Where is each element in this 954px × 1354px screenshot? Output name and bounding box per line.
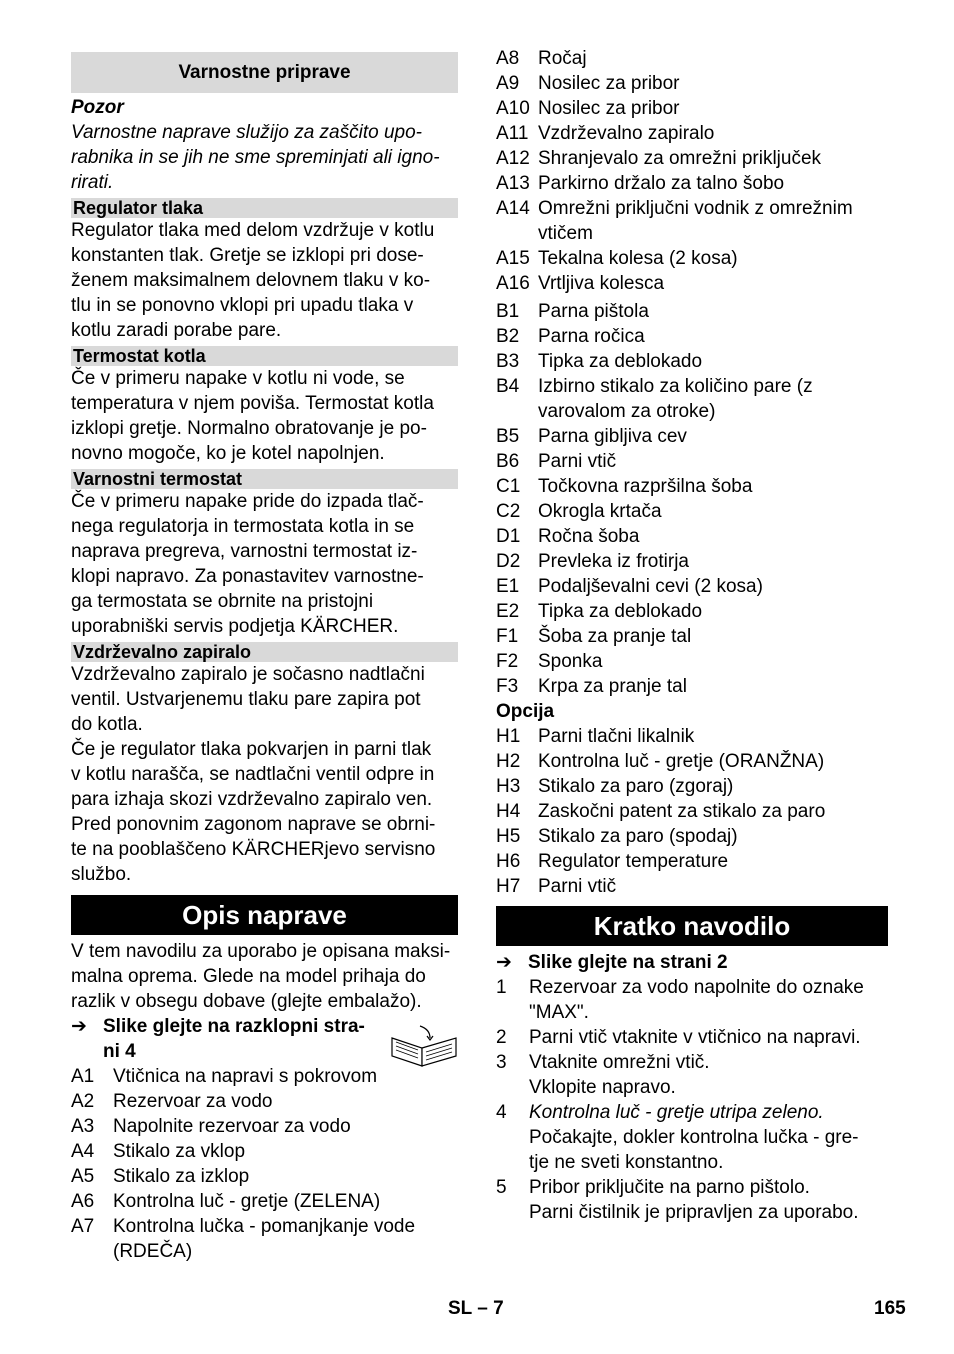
section-line: izklopi gretje. Normalno obratovanje je po- <box>71 418 427 439</box>
list-item <box>496 549 888 574</box>
section-title: Vzdrževalno zapiralo <box>71 642 458 662</box>
step-line: Vklopite napravo. <box>529 1077 676 1098</box>
section-line: Vzdrževalno zapiralo je sočasno nadtlačni <box>71 664 425 685</box>
list-item <box>496 349 888 374</box>
item-text: Podaljševalni cevi (2 kosa) <box>538 576 763 597</box>
item-text: Shranjevalo za omrežni priključek <box>538 148 822 169</box>
item-code: A16 <box>496 273 530 294</box>
step-line: Parni čistilnik je pripravljen za uporabo. <box>529 1202 859 1223</box>
item-code: H5 <box>496 826 521 847</box>
option-label: Opcija <box>496 701 555 722</box>
section-title: Termostat kotla <box>71 346 458 366</box>
section-line: Regulator tlaka med delom vzdržuje v kotlu <box>71 220 435 241</box>
list-item <box>496 624 888 649</box>
section-line: para izhaja skozi vzdrževalno zapiralo ven. <box>71 789 433 810</box>
item-code: C1 <box>496 476 521 497</box>
item-list-b <box>496 299 888 699</box>
item-code: D2 <box>496 551 521 572</box>
item-code: A11 <box>496 123 529 144</box>
list-item <box>71 1189 458 1214</box>
item-text: Parna ročica <box>538 326 645 347</box>
item-text: Kontrolna lučka - pomanjkanje vode (RDEČA) <box>113 1216 416 1262</box>
list-item <box>496 299 888 324</box>
caution-label: Pozor <box>71 97 124 118</box>
list-item <box>496 599 888 624</box>
section-line: novno mogoče, ko je kotel napolnjen. <box>71 443 385 464</box>
list-item <box>496 499 888 524</box>
step-item <box>496 1175 888 1225</box>
step-line: Rezervoar za vodo napolnite do oznake <box>529 977 864 998</box>
item-text: Krpa za pranje tal <box>538 676 687 697</box>
list-item <box>496 799 888 824</box>
step-number: 5 <box>496 1177 507 1198</box>
section-line: Če v primeru napake pride do izpada tlač- <box>71 491 424 512</box>
section-line: kotlu zaradi porabe pare. <box>71 320 282 341</box>
see-fold-line: ni 4 <box>103 1041 136 1062</box>
item-text: Parkirno držalo za talno šobo <box>538 173 785 194</box>
item-text: Parni tlačni likalnik <box>538 726 695 747</box>
list-item <box>71 1114 458 1139</box>
item-code: H7 <box>496 876 521 897</box>
item-code: A13 <box>496 173 530 194</box>
intro-line: V tem navodilu za uporabo je opisana maksi- <box>71 941 451 962</box>
section-line: temperatura v njem poviša. Termostat kotla <box>71 393 434 414</box>
step-item <box>496 1050 888 1100</box>
list-item <box>71 1089 458 1114</box>
caution-line: rirati. <box>71 172 114 193</box>
item-text: Vzdrževalno zapiralo <box>538 123 715 144</box>
step-text <box>529 1025 888 1050</box>
item-code: F1 <box>496 626 519 647</box>
item-code: E2 <box>496 601 520 622</box>
list-item <box>496 96 888 121</box>
item-text: Tipka za deblokado <box>538 601 703 622</box>
item-text: Stikalo za izklop <box>113 1166 250 1187</box>
item-code: A8 <box>496 48 520 69</box>
item-text: Okrogla krtača <box>538 501 662 522</box>
step-line: Vtaknite omrežni vtič. <box>529 1052 710 1073</box>
item-code: D1 <box>496 526 521 547</box>
item-code: A15 <box>496 248 530 269</box>
item-code: B1 <box>496 301 520 322</box>
step-text <box>529 975 888 1025</box>
list-item <box>71 1214 458 1264</box>
section-line: Če v primeru napake v kotlu ni vode, se <box>71 368 405 389</box>
right-arrow-icon: ➔ <box>496 952 512 973</box>
list-item <box>496 121 888 146</box>
section-line: Pred ponovnim zagonom naprave se obrni- <box>71 814 436 835</box>
item-text: Rezervoar za vodo <box>113 1091 273 1112</box>
section-body <box>71 662 458 887</box>
list-item <box>71 1164 458 1189</box>
list-item <box>496 574 888 599</box>
list-item <box>496 824 888 849</box>
page-number: 165 <box>874 1298 906 1319</box>
caution-line: Varnostne naprave služijo za zaščito upo- <box>71 122 422 143</box>
quick-heading: Kratko navodilo <box>496 906 888 946</box>
item-text: Stikalo za vklop <box>113 1141 246 1162</box>
item-text: Nosilec za pribor <box>538 98 680 119</box>
left-item-list <box>71 1064 458 1264</box>
list-item <box>496 524 888 549</box>
list-item <box>496 71 888 96</box>
quick-steps <box>496 975 888 1225</box>
footer-lang: SL <box>448 1298 472 1319</box>
list-item <box>496 324 888 349</box>
safety-heading: Varnostne priprave <box>71 52 458 93</box>
item-code: B4 <box>496 376 520 397</box>
item-code: A2 <box>71 1091 95 1112</box>
item-text: Stikalo za paro (zgoraj) <box>538 776 734 797</box>
right-arrow-icon: ➔ <box>71 1016 87 1037</box>
section-line: tlu in se ponovno vklopi pri upadu tlaka v <box>71 295 414 316</box>
intro-line: malna oprema. Glede na model prihaja do <box>71 966 426 987</box>
section-line: službo. <box>71 864 132 885</box>
step-line: tje ne sveti konstantno. <box>529 1152 724 1173</box>
item-code: A3 <box>71 1116 95 1137</box>
item-text: Ročaj <box>538 48 587 69</box>
section-line: nega regulatorja in termostata kotla in se <box>71 516 415 537</box>
item-text: Omrežni priključni vodnik z omrežnim vtičem <box>538 198 853 244</box>
list-item <box>496 246 888 271</box>
item-code: B5 <box>496 426 520 447</box>
step-item <box>496 975 888 1025</box>
item-text: Parni vtič <box>538 876 617 897</box>
item-code: A10 <box>496 98 530 119</box>
item-code: B3 <box>496 351 520 372</box>
item-code: H3 <box>496 776 521 797</box>
list-item <box>71 1139 458 1164</box>
item-code: A14 <box>496 198 530 219</box>
list-item <box>496 196 888 246</box>
item-text: Parna gibljiva cev <box>538 426 687 447</box>
item-list-h <box>496 724 888 899</box>
list-item <box>496 171 888 196</box>
item-text: Nosilec za pribor <box>538 73 680 94</box>
item-code: H2 <box>496 751 521 772</box>
step-line: Kontrolna luč - gretje utripa zeleno. <box>529 1102 824 1123</box>
item-text: Tekalna kolesa (2 kosa) <box>538 248 738 269</box>
item-text: Točkovna razpršilna šoba <box>538 476 753 497</box>
intro-line: razlik v obsegu dobave (glejte embalažo). <box>71 991 422 1012</box>
list-item <box>496 649 888 674</box>
list-item <box>496 774 888 799</box>
item-text: Kontrolna luč - gretje (ZELENA) <box>113 1191 381 1212</box>
list-item <box>496 674 888 699</box>
item-code: A6 <box>71 1191 95 1212</box>
item-text: Stikalo za paro (spodaj) <box>538 826 738 847</box>
step-number: 1 <box>496 977 507 998</box>
section-line: naprava pregreva, varnostni termostat iz- <box>71 541 418 562</box>
item-text: Vrtljiva kolesca <box>538 273 665 294</box>
item-code: F3 <box>496 676 519 697</box>
section-line: te na pooblaščeno KÄRCHERjevo servisno <box>71 839 436 860</box>
item-text: Tipka za deblokado <box>538 351 703 372</box>
footer-chapter-page: 7 <box>493 1298 504 1319</box>
item-text: Šoba za pranje tal <box>538 626 692 647</box>
item-code: H6 <box>496 851 521 872</box>
section-title: Varnostni termostat <box>71 469 458 489</box>
item-code: A5 <box>71 1166 95 1187</box>
item-code: H4 <box>496 801 521 822</box>
item-code: F2 <box>496 651 519 672</box>
right-column <box>496 46 888 1225</box>
item-code: A7 <box>71 1216 95 1237</box>
item-text: Sponka <box>538 651 603 672</box>
section-title: Regulator tlaka <box>71 198 458 218</box>
item-text: Ročna šoba <box>538 526 640 547</box>
item-code: C2 <box>496 501 521 522</box>
see-fold-line: Slike glejte na razklopni stra- <box>103 1016 365 1037</box>
item-text: Parni vtič <box>538 451 617 472</box>
item-text: Zaskočni patent za stikalo za paro <box>538 801 826 822</box>
item-text: Izbirno stikalo za količino pare (z varovalom za otroke) <box>538 376 813 422</box>
section-body <box>71 366 458 466</box>
step-item <box>496 1025 888 1050</box>
list-item <box>496 146 888 171</box>
list-item <box>496 724 888 749</box>
safety-sections <box>71 198 458 887</box>
list-item <box>496 46 888 71</box>
list-item <box>496 449 888 474</box>
footer-chapter <box>448 1298 504 1320</box>
step-number: 3 <box>496 1052 507 1073</box>
open-manual-icon <box>390 1024 460 1068</box>
item-code: B6 <box>496 451 520 472</box>
list-item <box>496 374 888 424</box>
see-fold-text <box>103 1014 365 1064</box>
section-body <box>71 218 458 343</box>
section-line: konstanten tlak. Gretje se izklopi pri dose- <box>71 245 424 266</box>
see-page-note <box>496 950 888 975</box>
step-text <box>529 1050 888 1100</box>
step-number: 4 <box>496 1102 507 1123</box>
section-line: v kotlu narašča, se nadtlačni ventil odpre in <box>71 764 435 785</box>
list-item <box>496 874 888 899</box>
caution-line: rabnika in se jih ne sme spreminjati ali igno- <box>71 147 440 168</box>
step-item <box>496 1100 888 1175</box>
step-line: "MAX". <box>529 1002 589 1023</box>
device-heading: Opis naprave <box>71 895 458 935</box>
item-text: Regulator temperature <box>538 851 729 872</box>
list-item <box>496 424 888 449</box>
item-text: Kontrolna luč - gretje (ORANŽNA) <box>538 751 825 772</box>
section-line: uporabniški servis podjetja KÄRCHER. <box>71 616 399 637</box>
footer-sep: – <box>477 1298 488 1319</box>
step-text <box>529 1175 888 1225</box>
list-item <box>496 474 888 499</box>
step-line: Pribor priključite na parno pištolo. <box>529 1177 810 1198</box>
item-code: H1 <box>496 726 521 747</box>
list-item <box>496 271 888 296</box>
list-item <box>496 749 888 774</box>
section-body <box>71 489 458 639</box>
item-code: A12 <box>496 148 530 169</box>
section-line: do kotla. <box>71 714 143 735</box>
caution-text <box>71 120 458 195</box>
item-list-a <box>496 46 888 296</box>
section-line: ventil. Ustvarjenemu tlaku pare zapira pot <box>71 689 421 710</box>
section-line: ženem maksimalnem delovnem tlaku v ko- <box>71 270 431 291</box>
left-column <box>71 46 458 1264</box>
section-line: ga termostata se obrnite na pristojni <box>71 591 374 612</box>
item-code: A4 <box>71 1141 95 1162</box>
item-text: Parna pištola <box>538 301 649 322</box>
item-code: B2 <box>496 326 520 347</box>
item-code: A9 <box>496 73 520 94</box>
item-text: Napolnite rezervoar za vodo <box>113 1116 351 1137</box>
item-text: Prevleka iz frotirja <box>538 551 689 572</box>
list-item <box>496 849 888 874</box>
see-page-text: Slike glejte na strani 2 <box>528 952 728 973</box>
step-line: Parni vtič vtaknite v vtičnico na napravi. <box>529 1027 861 1048</box>
item-text: Vtičnica na napravi s pokrovom <box>113 1066 378 1087</box>
item-code: E1 <box>496 576 520 597</box>
step-line: Počakajte, dokler kontrolna lučka - gre- <box>529 1127 859 1148</box>
section-line: klopi napravo. Za ponastavitev varnostne- <box>71 566 424 587</box>
step-number: 2 <box>496 1027 507 1048</box>
item-code: A1 <box>71 1066 95 1087</box>
step-text <box>529 1100 888 1175</box>
section-line: Če je regulator tlaka pokvarjen in parni tlak <box>71 739 432 760</box>
device-intro <box>71 939 458 1014</box>
